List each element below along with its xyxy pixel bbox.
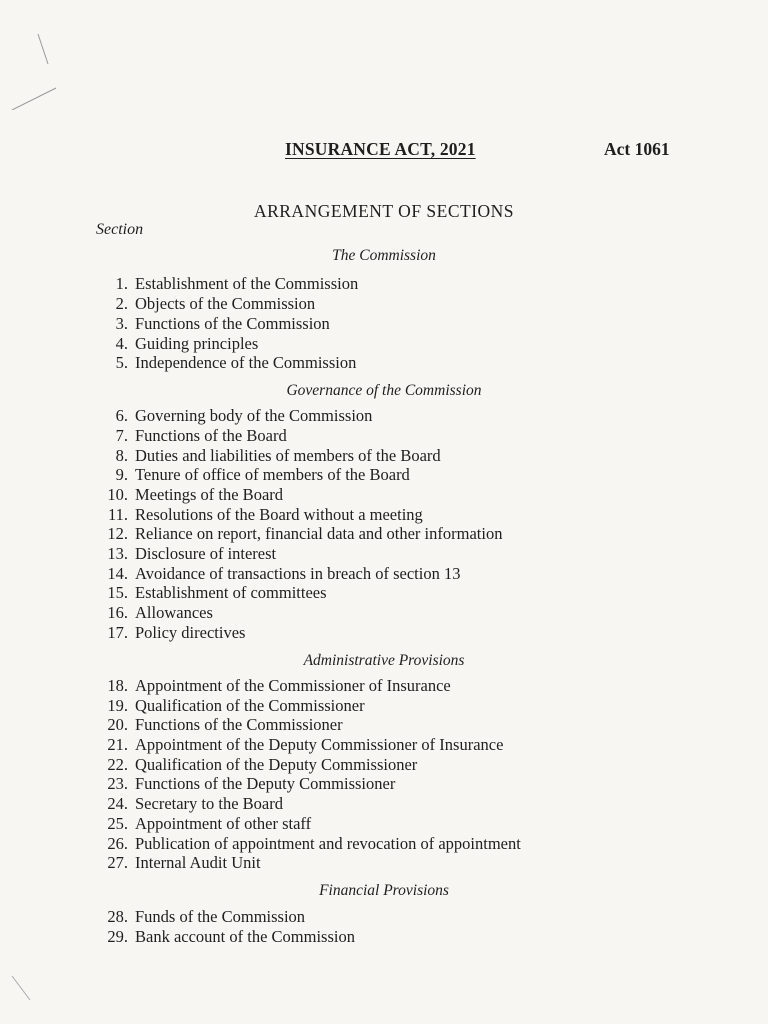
item-text: Tenure of office of members of the Board: [135, 465, 410, 484]
item-number: 21.: [107, 735, 128, 754]
item-text: Appointment of other staff: [135, 814, 312, 833]
item-text: Appointment of the Commissioner of Insurance: [135, 676, 451, 695]
item-number: 11.: [107, 505, 128, 524]
list-item: [0, 583, 327, 603]
arrangement-heading: ARRANGEMENT OF SECTIONS: [253, 201, 515, 221]
list-item: [0, 676, 451, 696]
list-item: [0, 735, 503, 755]
act-title: INSURANCE ACT, 2021: [285, 139, 476, 159]
list-item: [0, 314, 330, 334]
scan-mark-top-left: [0, 30, 70, 110]
list-item: [0, 603, 213, 623]
list-item: [0, 406, 372, 426]
act-number: Act 1061: [604, 139, 670, 159]
list-item: [0, 814, 311, 834]
item-number: 24.: [107, 794, 128, 813]
item-number: 1.: [115, 274, 128, 293]
list-item: [0, 623, 245, 643]
scan-mark-bottom-left: [0, 970, 50, 1020]
item-number: 23.: [107, 774, 128, 793]
item-text: Governing body of the Commission: [135, 406, 373, 425]
item-text: Bank account of the Commission: [135, 927, 355, 946]
item-text: Appointment of the Deputy Commissioner of Insurance: [135, 735, 504, 754]
list-item: [0, 696, 365, 716]
item-text: Duties and liabilities of members of the Board: [135, 446, 441, 465]
item-number: 4.: [115, 334, 128, 353]
item-text: Policy directives: [135, 623, 246, 642]
item-text: Allowances: [135, 603, 213, 622]
item-text: Publication of appointment and revocation of appointment: [135, 834, 521, 853]
item-number: 8.: [115, 446, 128, 465]
item-number: 29.: [107, 927, 128, 946]
item-text: Functions of the Deputy Commissioner: [135, 774, 396, 793]
list-item: [0, 564, 460, 584]
list-item: [0, 294, 315, 314]
list-item: [0, 274, 358, 294]
list-item: [0, 834, 521, 854]
item-number: 12.: [107, 524, 128, 543]
list-item: [0, 465, 410, 485]
item-text: Meetings of the Board: [135, 485, 284, 504]
item-text: Qualification of the Deputy Commissioner: [135, 755, 418, 774]
item-text: Objects of the Commission: [135, 294, 316, 313]
item-number: 28.: [107, 907, 128, 926]
item-text: Functions of the Commissioner: [135, 715, 343, 734]
item-number: 15.: [107, 583, 128, 602]
item-number: 3.: [115, 314, 128, 333]
item-number: 16.: [107, 603, 128, 622]
item-text: Reliance on report, financial data and other information: [135, 524, 503, 543]
group-title-administrative: Administrative Provisions: [303, 652, 465, 669]
item-number: 5.: [115, 353, 128, 372]
list-item: [0, 544, 276, 564]
item-number: 17.: [107, 623, 128, 642]
group-title-financial: Financial Provisions: [319, 882, 449, 899]
item-text: Establishment of the Commission: [135, 274, 359, 293]
item-number: 2.: [115, 294, 128, 313]
item-number: 13.: [107, 544, 128, 563]
section-column-label: Section: [96, 221, 144, 238]
list-item: [0, 927, 355, 947]
list-item: [0, 446, 441, 466]
list-item: [0, 755, 417, 775]
group-title-governance: Governance of the Commission: [286, 382, 482, 399]
item-text: Avoidance of transactions in breach of section 13: [135, 564, 461, 583]
item-text: Disclosure of interest: [135, 544, 277, 563]
item-text: Guiding principles: [135, 334, 259, 353]
item-number: 26.: [107, 834, 128, 853]
item-text: Secretary to the Board: [135, 794, 283, 813]
list-item: [0, 907, 305, 927]
item-number: 9.: [115, 465, 128, 484]
item-number: 6.: [115, 406, 128, 425]
item-number: 19.: [107, 696, 128, 715]
list-item: [0, 774, 395, 794]
group-title-commission: The Commission: [332, 247, 436, 264]
item-text: Resolutions of the Board without a meeting: [135, 505, 423, 524]
item-number: 18.: [107, 676, 128, 695]
item-number: 10.: [107, 485, 128, 504]
item-number: 27.: [107, 853, 128, 872]
item-number: 7.: [115, 426, 128, 445]
item-text: Functions of the Board: [135, 426, 287, 445]
item-number: 25.: [107, 814, 128, 833]
item-text: Establishment of committees: [135, 583, 327, 602]
list-item: [0, 353, 356, 373]
list-item: [0, 334, 258, 354]
list-item: [0, 715, 343, 735]
list-item: [0, 505, 423, 525]
list-item: [0, 485, 283, 505]
list-item: [0, 524, 502, 544]
list-item: [0, 426, 287, 446]
item-text: Funds of the Commission: [135, 907, 306, 926]
list-item: [0, 794, 283, 814]
item-number: 14.: [107, 564, 128, 583]
item-number: 22.: [107, 755, 128, 774]
item-text: Functions of the Commission: [135, 314, 330, 333]
item-number: 20.: [107, 715, 128, 734]
item-text: Internal Audit Unit: [135, 853, 261, 872]
item-text: Qualification of the Commissioner: [135, 696, 365, 715]
item-text: Independence of the Commission: [135, 353, 357, 372]
list-item: [0, 853, 261, 873]
